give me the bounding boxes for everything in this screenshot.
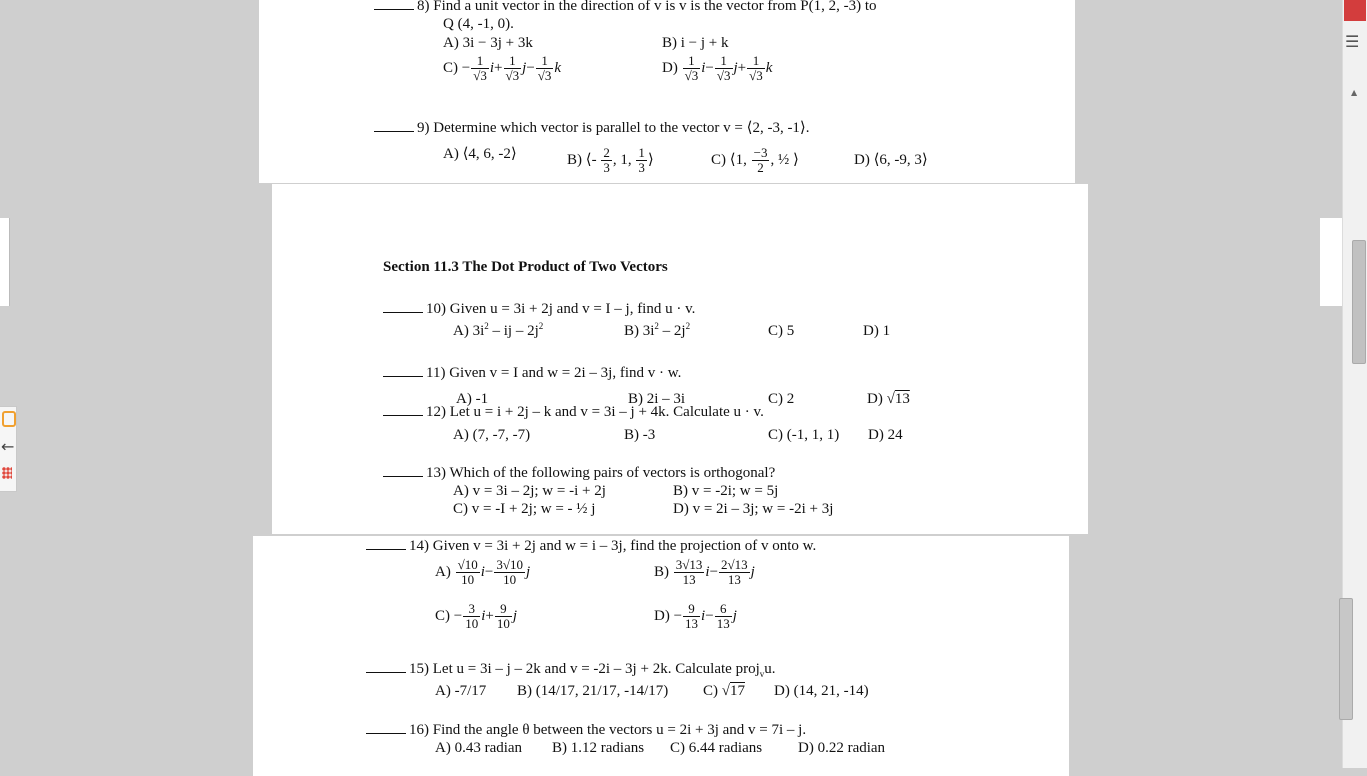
q15-option-c: C) √17 bbox=[703, 683, 745, 699]
q15-option-a: A) -7/17 bbox=[435, 683, 487, 699]
q16-option-c: C) 6.44 radians bbox=[670, 740, 763, 756]
q8-option-c: C) − $\frac{1}{√3}$ i+ $\frac{1}{√3}$ j− $\frac{1}{√3}$ k bbox=[443, 53, 562, 83]
question-8: 8) Find a unit vector in the direction of v is v is the vector from P(1, 2, -3) to bbox=[374, 0, 877, 15]
answer-blank[interactable] bbox=[366, 722, 406, 734]
answer-blank[interactable] bbox=[374, 0, 414, 10]
q14-option-c: C) − $\frac{3}{10}$ i+ $\frac{9}{10}$ j bbox=[435, 601, 518, 631]
section-heading: Section 11.3 The Dot Product of Two Vectors bbox=[383, 259, 668, 275]
q8-option-b: B) i − j + k bbox=[662, 35, 729, 51]
answer-blank[interactable] bbox=[366, 661, 406, 673]
q13-option-d: D) v = 2i – 3j; w = -2i + 3j bbox=[673, 501, 834, 517]
answer-blank[interactable] bbox=[383, 301, 423, 313]
scrollbar-thumb[interactable] bbox=[1352, 240, 1366, 364]
document-page-1 bbox=[259, 0, 1075, 183]
q14-option-b: B) $\frac{3√13}{13}$ i− $\frac{2√13}{13}$ j bbox=[654, 557, 755, 587]
left-edge-panel bbox=[0, 0, 16, 768]
question-15: 15) Let u = 3i – j – 2k and v = -2i – 3j + 2k. Calculate proj$_v$u. bbox=[366, 661, 776, 683]
side-panel-strip-right bbox=[1320, 218, 1342, 306]
answer-blank[interactable] bbox=[383, 404, 423, 416]
q12-option-d: D) 24 bbox=[868, 427, 903, 443]
q9-option-b: B) ⟨- $\frac{2}{3}$ , 1, $\frac{1}{3}$ ⟩ bbox=[567, 145, 654, 175]
q16-option-b: B) 1.12 radians bbox=[552, 740, 645, 756]
question-16: 16) Find the angle θ between the vectors u = 2i + 3j and v = 7i – j. bbox=[366, 722, 806, 739]
q11-option-c: C) 2 bbox=[768, 391, 795, 407]
q8-option-a: A) 3i − 3j + 3k bbox=[443, 35, 533, 51]
apps-grid-icon[interactable] bbox=[2, 467, 12, 479]
q16-option-d: D) 0.22 radian bbox=[798, 740, 886, 756]
question-8-cont: Q (4, -1, 0). bbox=[443, 16, 514, 32]
scrollbar-thumb-secondary[interactable] bbox=[1339, 598, 1353, 720]
question-10: 10) Given u = 3i + 2j and v = I – j, find u · v. bbox=[383, 301, 695, 318]
extension-icon[interactable] bbox=[2, 411, 16, 427]
q12-option-b: B) -3 bbox=[624, 427, 656, 443]
answer-blank[interactable] bbox=[383, 365, 423, 377]
q10-option-c: C) 5 bbox=[768, 323, 795, 339]
q10-option-d: D) 1 bbox=[863, 323, 891, 339]
q10-option-a: A) $3i^2$ – ij – $2j^2$ bbox=[453, 321, 544, 339]
q11-option-b: B) 2i – 3i bbox=[628, 391, 686, 407]
question-11: 11) Given v = I and w = 2i – 3j, find v · w. bbox=[383, 365, 681, 382]
q10-option-b: B) $3i^2 - 2j^2$ bbox=[624, 321, 691, 339]
document-page-2 bbox=[272, 184, 1088, 534]
q15-option-b: B) (14/17, 21/17, -14/17) bbox=[517, 683, 669, 699]
answer-blank[interactable] bbox=[383, 465, 423, 477]
q14-option-a: A) $\frac{√10}{10}$ i− $\frac{3√10}{10}$ j bbox=[435, 557, 531, 587]
q9-option-c: C) ⟨1, $\frac{-3}{2}$ , ½ ⟩ bbox=[711, 145, 799, 175]
q9-option-d: D) ⟨6, -9, 3⟩ bbox=[854, 152, 928, 168]
q12-option-c: C) (-1, 1, 1) bbox=[768, 427, 840, 443]
scroll-up-icon[interactable]: ▲ bbox=[1351, 88, 1358, 97]
document-page-3 bbox=[253, 536, 1069, 776]
question-13: 13) Which of the following pairs of vectors is orthogonal? bbox=[383, 465, 775, 482]
q15-option-d: D) (14, 21, -14) bbox=[774, 683, 869, 699]
q13-option-b: B) v = -2i; w = 5j bbox=[673, 483, 779, 499]
bookmark-icon[interactable] bbox=[1344, 0, 1366, 21]
q13-option-a: A) v = 3i – 2j; w = -i + 2j bbox=[453, 483, 606, 499]
q11-option-a: A) -1 bbox=[456, 391, 489, 407]
answer-blank[interactable] bbox=[374, 120, 414, 132]
q8-option-d: D) $\frac{1}{√3}$ i− $\frac{1}{√3}$ j+ $\frac{1}{√3}$ k bbox=[662, 53, 773, 83]
q16-option-a: A) 0.43 radian bbox=[435, 740, 523, 756]
side-panel-strip bbox=[0, 218, 10, 306]
q12-option-a: A) (7, -7, -7) bbox=[453, 427, 531, 443]
question-14: 14) Given v = 3i + 2j and w = i – 3j, find the projection of v onto w. bbox=[366, 538, 816, 555]
menu-icon[interactable]: ☰ bbox=[1345, 32, 1360, 51]
side-toolbar bbox=[0, 406, 17, 492]
q9-option-a: A) ⟨4, 6, -2⟩ bbox=[443, 146, 517, 162]
question-12: 12) Let u = i + 2j – k and v = 3i – j + 4k. Calculate u · v. bbox=[383, 404, 764, 421]
q11-option-d: D) √13 bbox=[867, 391, 910, 407]
q14-option-d: D) − $\frac{9}{13}$ i− $\frac{6}{13}$ j bbox=[654, 601, 737, 631]
answer-blank[interactable] bbox=[366, 538, 406, 550]
q13-option-c: C) v = -I + 2j; w = - ½ j bbox=[453, 501, 596, 517]
arrow-left-icon[interactable]: ← bbox=[1, 437, 15, 456]
question-9: 9) Determine which vector is parallel to the vector v = ⟨2, -3, -1⟩. bbox=[374, 120, 810, 137]
